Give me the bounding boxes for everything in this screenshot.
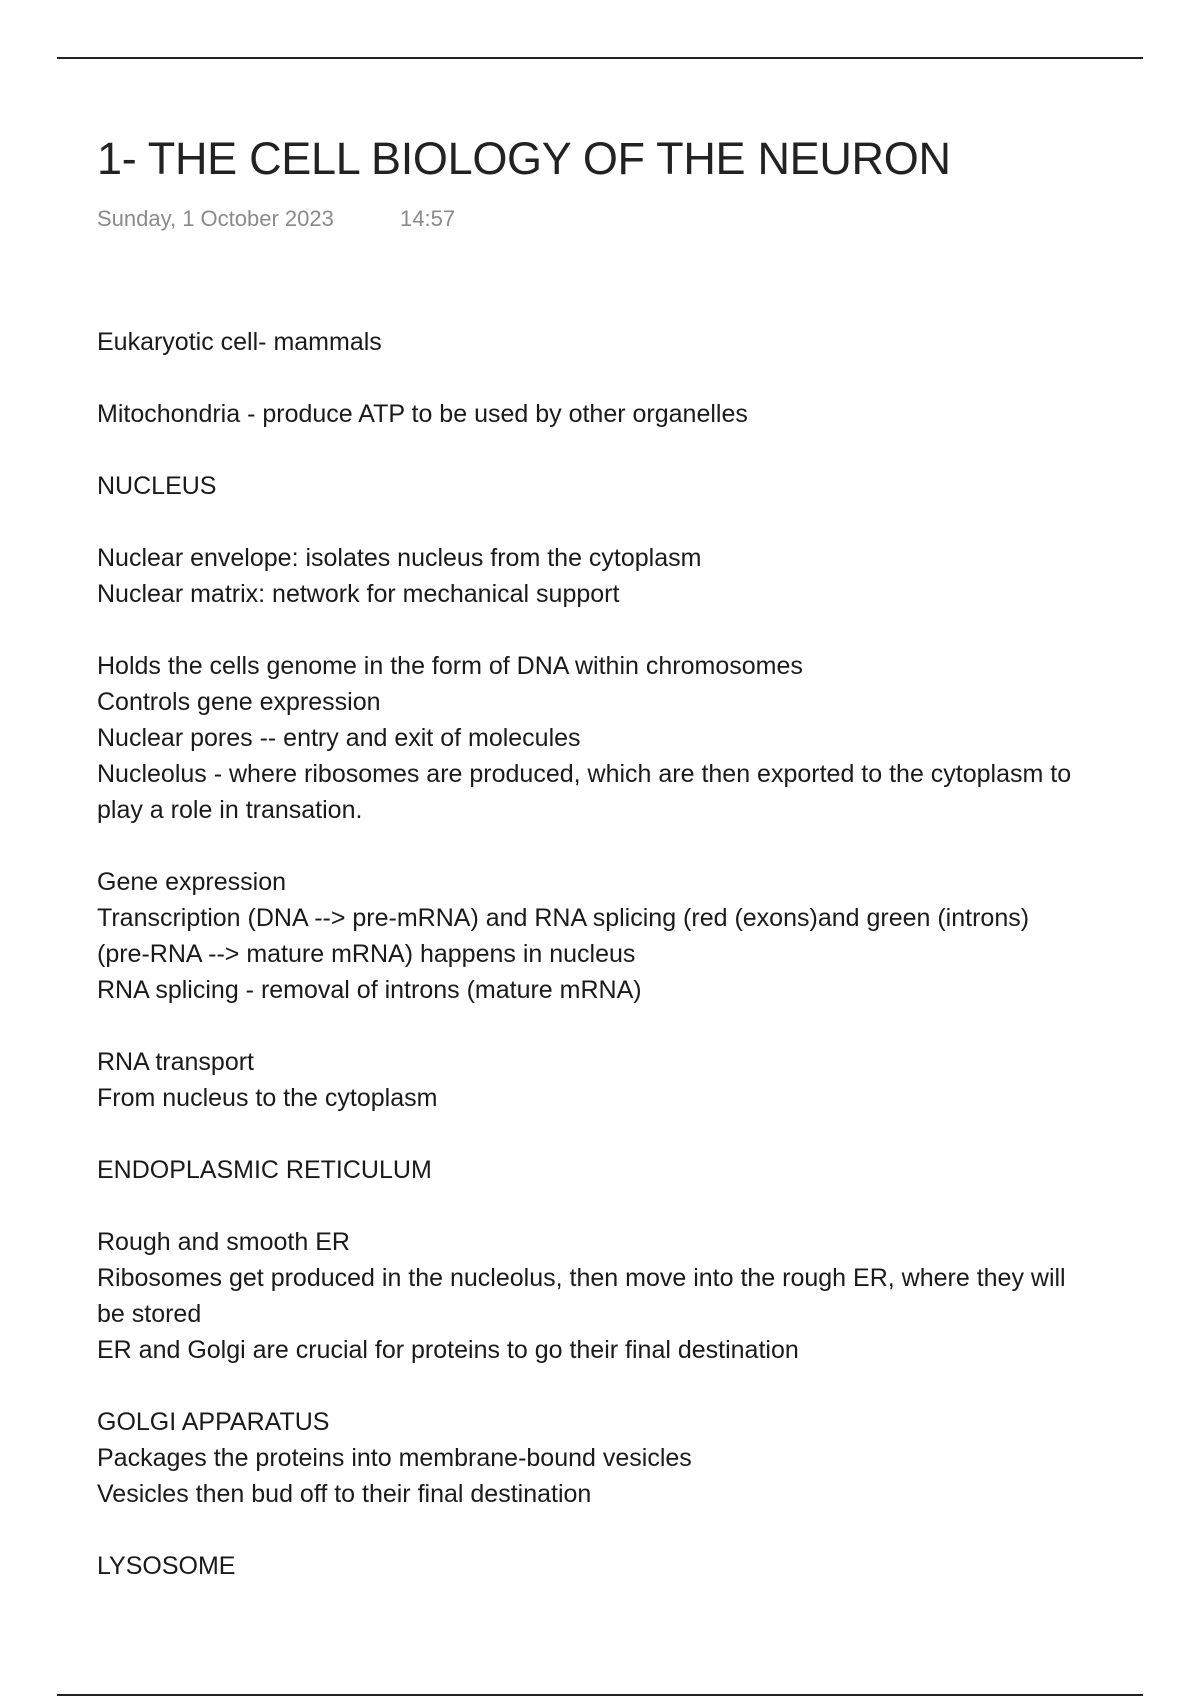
text-line: Rough and smooth ER bbox=[97, 1228, 350, 1256]
text-line: LYSOSOME bbox=[97, 1552, 236, 1580]
text-line: Controls gene expression bbox=[97, 688, 381, 716]
text-line: ER and Golgi are crucial for proteins to go their final destination bbox=[97, 1336, 799, 1364]
text-line: RNA splicing - removal of introns (mature mRNA) bbox=[97, 976, 642, 1004]
text-line: Packages the proteins into membrane-bound vesicles bbox=[97, 1444, 692, 1472]
text-line: Nuclear matrix: network for mechanical support bbox=[97, 580, 620, 608]
text-line: RNA transport bbox=[97, 1048, 255, 1076]
text-line: ENDOPLASMIC RETICULUM bbox=[97, 1156, 432, 1184]
heading-lysosome bbox=[97, 1548, 1077, 1584]
note-body bbox=[97, 324, 1077, 1620]
paragraph-nucleus-function bbox=[97, 648, 1077, 828]
text-line: From nucleus to the cytoplasm bbox=[97, 1084, 438, 1112]
text-line: GOLGI APPARATUS bbox=[97, 1408, 330, 1436]
paragraph-gene-expression bbox=[97, 864, 1077, 1008]
page-title: 1- THE CELL BIOLOGY OF THE NEURON bbox=[97, 133, 951, 184]
paragraph-eukaryotic bbox=[97, 324, 1077, 360]
paragraph-mitochondria bbox=[97, 396, 1077, 432]
heading-nucleus bbox=[97, 468, 1077, 504]
top-divider bbox=[57, 57, 1143, 59]
text-line: Transcription (DNA --> pre-mRNA) and RNA splicing (red (exons)and green (introns) (pre-RNA --> mature mRNA) happens in nucleus bbox=[97, 904, 1030, 968]
text-line: Mitochondria - produce ATP to be used by other organelles bbox=[97, 400, 748, 428]
note-timestamp bbox=[97, 206, 455, 232]
paragraph-nuclear-structure bbox=[97, 540, 1077, 612]
note-time: 14:57 bbox=[400, 206, 456, 231]
heading-endoplasmic-reticulum bbox=[97, 1152, 1077, 1188]
text-line: Gene expression bbox=[97, 868, 287, 896]
text-line: NUCLEUS bbox=[97, 472, 217, 500]
text-line: Nuclear pores -- entry and exit of molecules bbox=[97, 724, 581, 752]
text-line: Vesicles then bud off to their final destination bbox=[97, 1480, 592, 1508]
text-line: Ribosomes get produced in the nucleolus, then move into the rough ER, where they will be stored bbox=[97, 1264, 1066, 1328]
text-line: Holds the cells genome in the form of DNA within chromosomes bbox=[97, 652, 803, 680]
bottom-divider bbox=[57, 1694, 1143, 1696]
paragraph-rna-transport bbox=[97, 1044, 1077, 1116]
paragraph-golgi bbox=[97, 1404, 1077, 1512]
paragraph-er bbox=[97, 1224, 1077, 1368]
note-date: Sunday, 1 October 2023 bbox=[97, 206, 334, 231]
text-line: Nuclear envelope: isolates nucleus from the cytoplasm bbox=[97, 544, 702, 572]
text-line: Nucleolus - where ribosomes are produced, which are then exported to the cytoplasm to play a role in transation. bbox=[97, 760, 1072, 824]
text-line: Eukaryotic cell- mammals bbox=[97, 328, 382, 356]
